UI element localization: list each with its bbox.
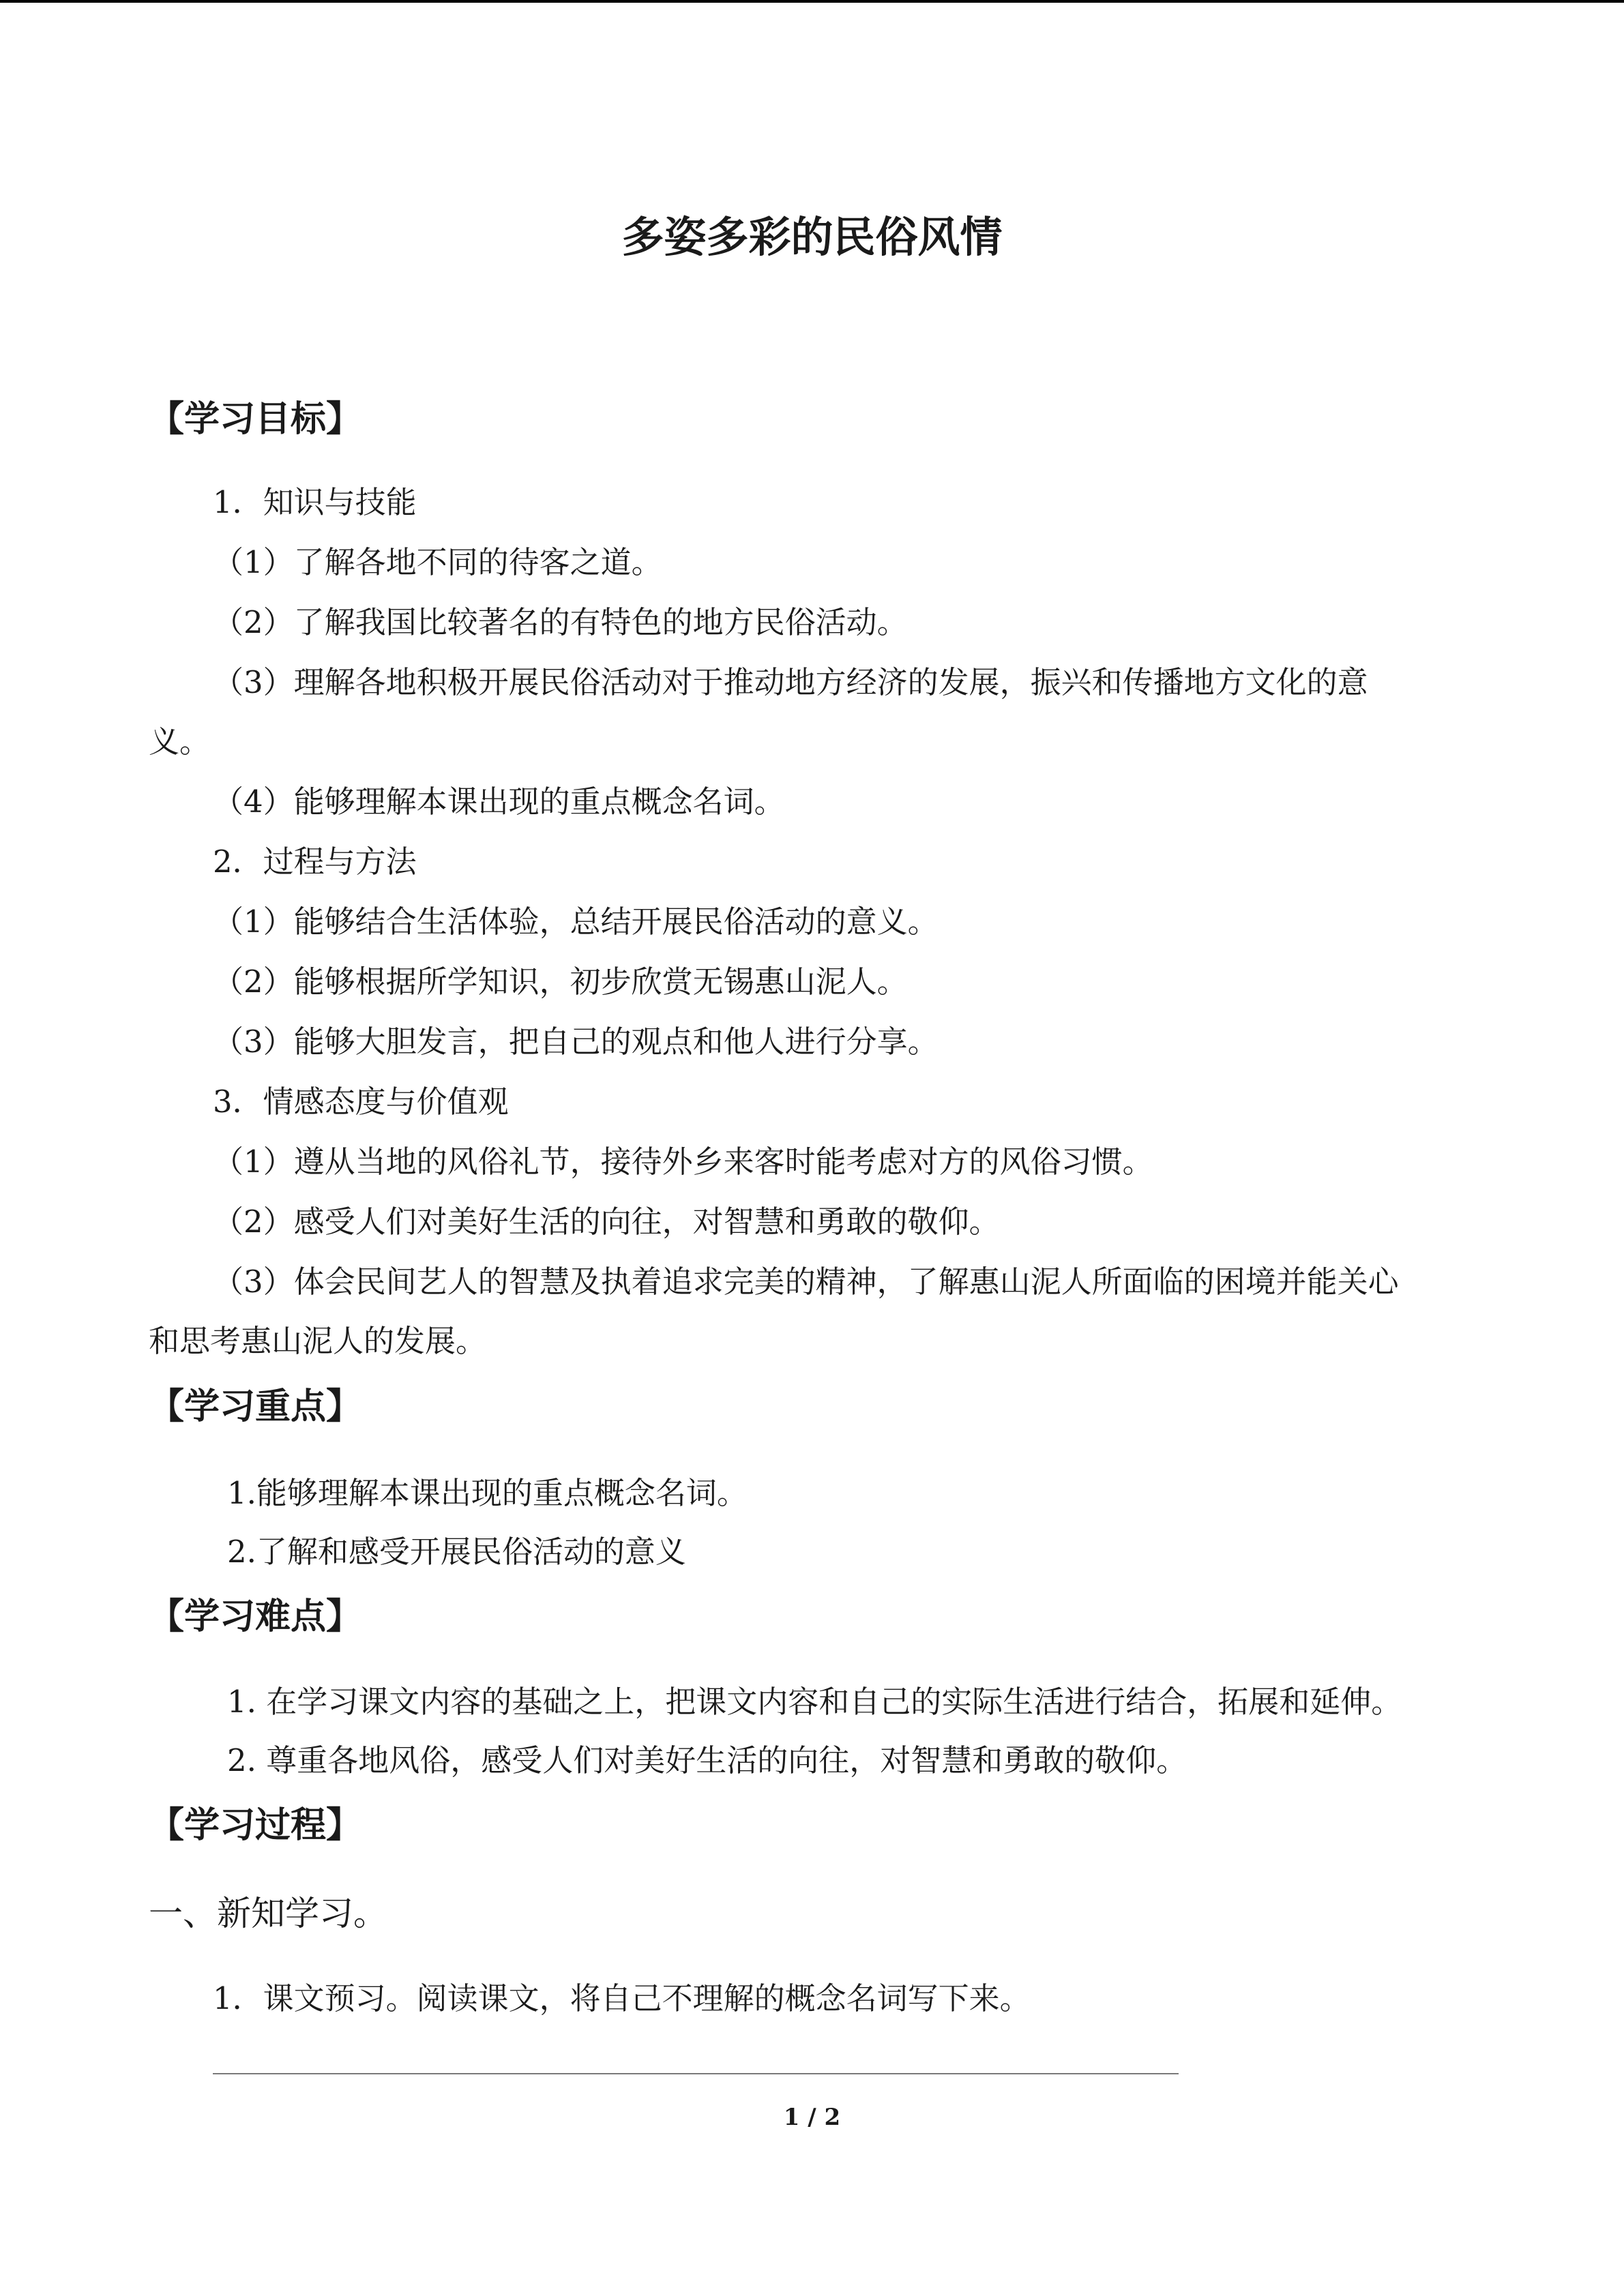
- key-point-item: 2.了解和感受开展民俗活动的意义: [227, 1534, 686, 1570]
- difficulty-item: 2. 尊重各地风俗，感受人们对美好生活的向往，对智慧和勇敢的敬仰。: [227, 1742, 1187, 1778]
- goal-item: （1）能够结合生活体验，总结开展民俗活动的意义。: [213, 904, 939, 940]
- top-border: [0, 0, 1624, 3]
- difficulty-item: 1. 在学习课文内容的基础之上，把课文内容和自己的实际生活进行结合，拓展和延伸。: [227, 1684, 1402, 1720]
- goal-item-continued: 义。: [149, 724, 211, 760]
- goal-item: （3）能够大胆发言，把自己的观点和他人进行分享。: [213, 1024, 939, 1060]
- process-item: 1．课文预习。阅读课文，将自己不理解的概念名词写下来。: [213, 1980, 1031, 2016]
- goal-item: （1）了解各地不同的待客之道。: [213, 544, 662, 580]
- document-title: 多姿多彩的民俗风情: [621, 212, 1003, 262]
- goal-item-continued: 和思考惠山泥人的发展。: [149, 1323, 487, 1359]
- heading-learning-process: 【学习过程】: [149, 1805, 362, 1846]
- goal-item: （2）能够根据所学知识，初步欣赏无锡惠山泥人。: [213, 964, 908, 1000]
- goal-item: （3）理解各地积极开展民俗活动对于推动地方经济的发展，振兴和传播地方文化的意: [213, 664, 1368, 700]
- goal-subheading-values: 3．情感态度与价值观: [213, 1084, 509, 1120]
- goal-subheading-knowledge: 1．知识与技能: [213, 484, 417, 520]
- goal-item: （4）能够理解本课出现的重点概念名词。: [213, 784, 785, 820]
- page-number: 1 / 2: [783, 2104, 841, 2131]
- heading-key-points: 【学习重点】: [149, 1386, 362, 1427]
- process-part-heading: 一、新知学习。: [149, 1894, 387, 1933]
- goal-item: （3）体会民间艺人的智慧及执着追求完美的精神，了解惠山泥人所面临的困境并能关心: [213, 1264, 1399, 1300]
- goal-item: （2）了解我国比较著名的有特色的地方民俗活动。: [213, 604, 908, 640]
- key-point-item: 1.能够理解本课出现的重点概念名词。: [227, 1475, 748, 1511]
- goal-subheading-process: 2．过程与方法: [213, 844, 417, 880]
- heading-difficulties: 【学习难点】: [149, 1596, 362, 1637]
- heading-learning-goals: 【学习目标】: [149, 399, 362, 440]
- goal-item: （1）遵从当地的风俗礼节，接待外乡来客时能考虑对方的风俗习惯。: [213, 1144, 1153, 1180]
- goal-item: （2）感受人们对美好生活的向往，对智慧和勇敢的敬仰。: [213, 1204, 1000, 1240]
- answer-blank-line: [213, 2073, 1179, 2074]
